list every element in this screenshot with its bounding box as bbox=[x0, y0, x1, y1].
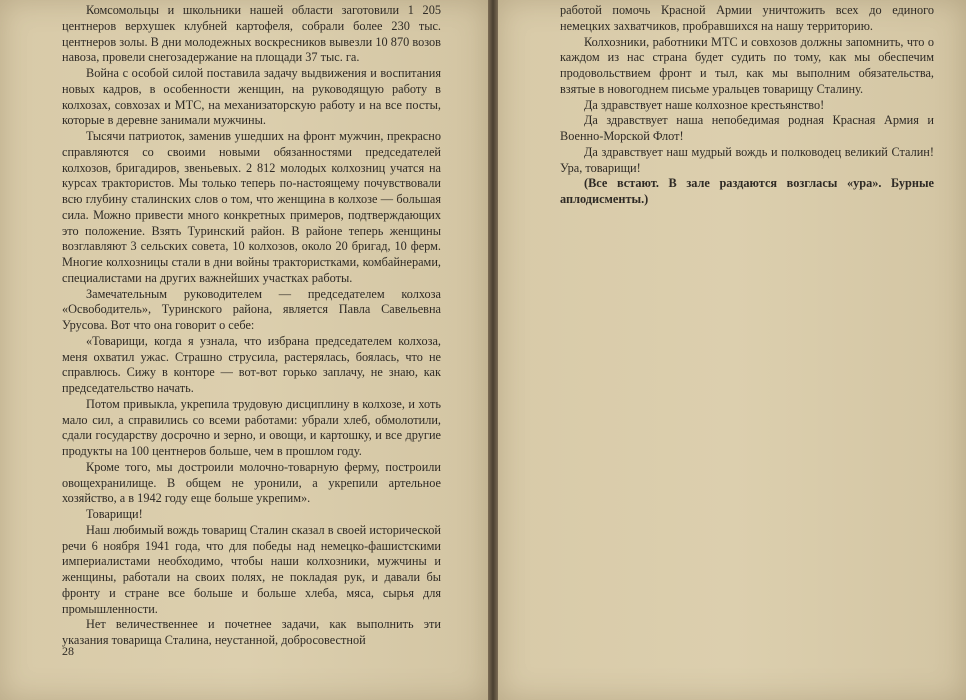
paragraph: Война с особой силой поставила задачу выдвижения и воспитания новых кадров, в особенности женщин, на руководящую работу в колхозах, совхозах и МТС, на механизаторскую работу и на все посты, которые в деревне занимали мужчины. bbox=[62, 66, 441, 128]
book-gutter bbox=[488, 0, 498, 700]
paragraph: Да здравствует наше колхозное крестьянство! bbox=[584, 97, 825, 112]
paragraph: Нет величественнее и почетнее задачи, как выполнить эти указания товарища Сталина, неустанной, добросовестной bbox=[62, 617, 441, 647]
paragraph: Да здравствует наш мудрый вождь и полководец великий Сталин! Ура, товарищи! bbox=[560, 144, 934, 175]
paragraph: Колхозники, работники МТС и совхозов должны запомнить, что о каждом из нас страна будет судить по тому, как мы обеспечим продовольствием фронт и тыл, как мы выполним обязательства, взятые в новогоднем письме уральцев товарищу Сталину. bbox=[560, 34, 934, 96]
page-number: 28 bbox=[62, 644, 74, 658]
paragraph: Комсомольцы и школьники нашей области заготовили 1 205 центнеров верхушек клубней картофеля, собрали более 230 тыс. центнеров золы. В дни молодежных воскресников вывезли 10 870 возов навоза, провели снегозадержание на площади 37 тыс. га. bbox=[62, 3, 441, 65]
paragraph: Наш любимый вождь товарищ Сталин сказал в своей исторической речи 6 ноября 1941 года, что для победы над немецко-фашистскими империалистами необходимо, чтобы наши колхозники, мужчины и женщины, работали на своих полях, не покладая рук, и давали бы фронту и стране все больше и больше хлеба, мяса, сырья для промышленности. bbox=[62, 522, 441, 616]
paragraph: Потом привыкла, укрепила трудовую дисциплину в колхозе, и хоть мало сил, а справились со всеми работами: убрали хлеб, обмолотили, сдали государству досрочно и зерно, и овощи, и картошку, и все другие продукты на 100 центнеров больше, чем в прошлом году. bbox=[62, 396, 441, 458]
paragraph: Кроме того, мы достроили молочно-товарную ферму, построили овощехранилище. В общем не уронили, а укрепили артельное хозяйство, а в 1942 году еще больше укрепим». bbox=[62, 459, 441, 506]
paragraph: Замечательным руководителем — председателем колхоза «Освободитель», Туринского района, является Павла Савельевна Урусова. Вот что она говорит о себе: bbox=[62, 286, 441, 332]
paragraph: Да здравствует наша непобедимая родная Красная Армия и Военно-Морской Флот! bbox=[560, 113, 934, 143]
stage-direction: (Все встают. В зале раздаются возгласы «ура». Бурные аплодисменты.) bbox=[560, 176, 934, 206]
paragraph: Тысячи патриоток, заменив ушедших на фронт мужчин, прекрасно справляются со своими новыми обязанностями председателей колхозов, бригадиров, звеньевых. 2 812 молодых колхозниц учатся на курсах трактористов. Мы только теперь по-настоящему почувствовали всю глубину сталинских слов о том, что женщина в колхозе — большая сила. Можно привести много конкретных примеров, подтверждающих это положение. Взять Туринский район. В районе теперь женщины возглавляют 3 сельских совета, 10 колхозов, около 20 бригад, 10 ферм. Многие колхозницы стали в дни войны трактористками, комбайнерами, специалистами на других важнейших участках работы. bbox=[62, 129, 441, 285]
right-page-text bbox=[560, 3, 934, 208]
paragraph: работой помочь Красной Армии уничтожить всех до единого немецких захватчиков, пробравшихся на нашу территорию. bbox=[560, 3, 934, 33]
paragraph: Товарищи! bbox=[86, 507, 143, 521]
paragraph: «Товарищи, когда я узнала, что избрана председателем колхоза, меня охватил ужас. Страшно струсила, растерялась, боялась, что не справлюсь. Сижу в конторе — вот-вот горько заплачу, не знаю, как председательство начать. bbox=[62, 333, 441, 395]
left-page-text bbox=[62, 3, 441, 649]
